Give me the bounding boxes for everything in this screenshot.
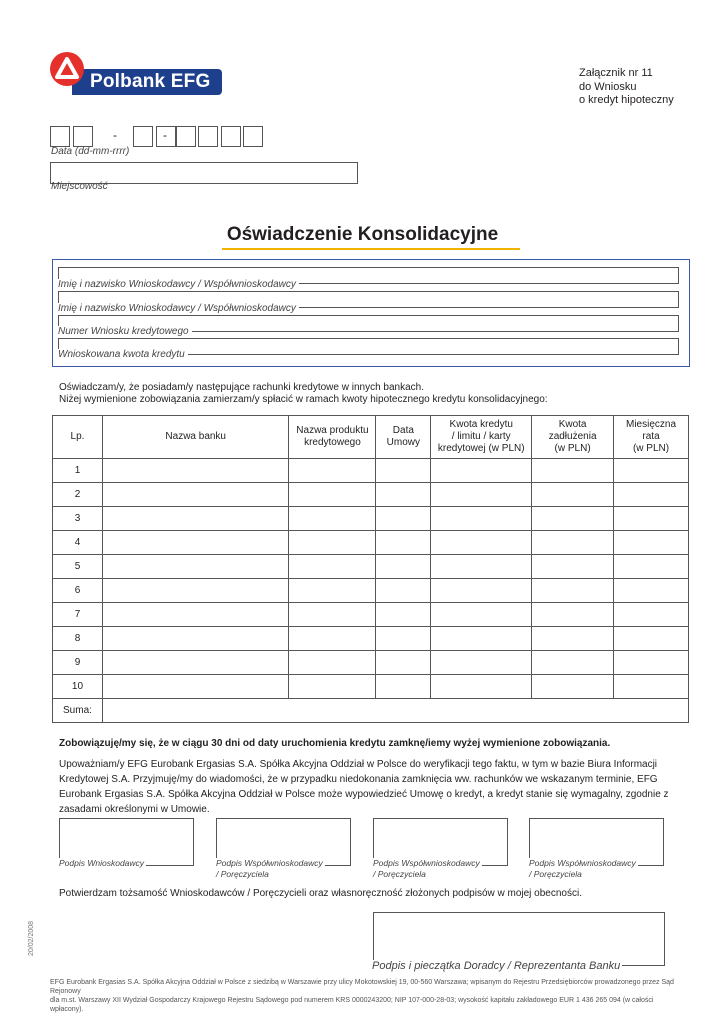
table-row [53,675,689,699]
date-year-digit-1[interactable] [176,126,196,147]
row-number: 9 [53,651,103,675]
table-row [53,531,689,555]
credit-amount-cell[interactable] [431,603,532,627]
table-row [53,555,689,579]
bank-name-cell[interactable] [102,531,289,555]
signature-label-applicant: Podpis Wnioskodawcy [59,858,145,868]
authorization-paragraph: Upoważniam/y EFG Eurobank Ergasias S.A. Spółka Akcyjna Oddział w Polsce do weryfikacji tego faktu, w tym w bazie Biura Informacji Kredytowej S.A. Przyjmuję/my do wiadomości, że w przypadku niedokonania zamknięcia ww. rachunków we wskazanym terminie, EFG Eurobank Ergasias S.A. Spółka Akcyjna Oddział w Polsce może wypowiedzieć Umowę o kredyt, a kredyt stanie się wymagalny, zgodnie z zasadami określonymi w Umowie. [59,759,669,815]
table-row [53,507,689,531]
row-number: 5 [53,555,103,579]
row-number: 8 [53,627,103,651]
debt-cell[interactable] [532,555,614,579]
advisor-signature-label: Podpis i pieczątka Doradcy / Reprezentanta Banku [372,960,621,972]
bank-name-cell[interactable] [102,579,289,603]
row-number: 1 [53,459,103,483]
product-cell[interactable] [289,675,376,699]
row-number: 7 [53,603,103,627]
installment-cell[interactable] [614,555,689,579]
debt-cell[interactable] [532,531,614,555]
bank-name-cell[interactable] [102,459,289,483]
bank-name-cell[interactable] [102,675,289,699]
table-row [53,483,689,507]
header-credit-amount: Kwota kredytu / limitu / karty kredytowej (w PLN) [431,416,532,459]
date-cell[interactable] [376,531,431,555]
credit-amount-cell[interactable] [431,459,532,483]
table-row [53,579,689,603]
header-debt-amount: Kwota zadłużenia (w PLN) [532,416,614,459]
date-month-digit-1[interactable] [133,126,153,147]
sum-row [53,699,689,723]
credit-amount-cell[interactable] [431,483,532,507]
signature-label-coapplicant-2: Podpis Współwnioskodawcy / Poręczyciela [373,858,480,879]
date-cell[interactable] [376,603,431,627]
date-separator: - [113,128,117,142]
logo-text: Polbank EFG [90,71,211,92]
page-title: Oświadczenie Konsolidacyjne [226,224,499,245]
commitment-statement: Zobowiązuję/my się, że w ciągu 30 dni od daty uruchomienia kredytu zamknę/iemy wyżej wymienione zobowiązania. [59,738,611,749]
date-year-digit-3[interactable] [221,126,241,147]
product-cell[interactable] [289,507,376,531]
signature-label-coapplicant-1: Podpis Współwnioskodawcy / Poręczyciela [216,858,323,879]
date-cell[interactable] [376,675,431,699]
credit-amount-cell[interactable] [431,531,532,555]
row-number: 10 [53,675,103,699]
product-cell[interactable] [289,531,376,555]
installment-cell[interactable] [614,651,689,675]
advisor-signature-box[interactable] [373,912,665,966]
debt-cell[interactable] [532,627,614,651]
credit-amount-cell[interactable] [431,555,532,579]
bank-name-cell[interactable] [102,651,289,675]
installment-cell[interactable] [614,459,689,483]
product-cell[interactable] [289,483,376,507]
credit-amount-cell[interactable] [431,627,532,651]
product-cell[interactable] [289,579,376,603]
table-row [53,651,689,675]
header-product-name: Nazwa produktu kredytowego [289,416,376,459]
debt-cell[interactable] [532,651,614,675]
row-number: 2 [53,483,103,507]
date-cell[interactable] [376,555,431,579]
applicant-name-label-1: Imię i nazwisko Wnioskodawcy / Współwnioskodawcy [58,279,299,290]
installment-cell[interactable] [614,627,689,651]
date-separator: - [163,128,167,142]
product-cell[interactable] [289,555,376,579]
date-year-digit-4[interactable] [243,126,263,147]
title-underline [222,248,520,250]
installment-cell[interactable] [614,675,689,699]
product-cell[interactable] [289,651,376,675]
bank-name-cell[interactable] [102,627,289,651]
identity-confirmation: Potwierdzam tożsamość Wnioskodawców / Poręczycieli oraz własnoręczność złożonych podpisów w mojej obecności. [59,888,582,899]
legal-footer: EFG Eurobank Ergasias S.A. Spółka Akcyjna Oddział w Polsce z siedzibą w Warszawie przy ulicy Mokotowskiej 19, 00-560 Warszawa; wpisanym do Rejestru Przedsiębiorców prowadzonego przez Sąd Rejonowy dla m.st. Warszawy XII Wydział Gospodarczy Krajowego Rejestru Sądowego pod numerem KRS 0000243200; NIP 107-000-28-03; wysokość kapitału zakładowego EUR 1 436 265 094 (w całości wpłacony). [50,979,674,1013]
application-number-label: Numer Wniosku kredytowego [58,326,192,337]
date-day-digit-1[interactable] [50,126,70,147]
row-number: 3 [53,507,103,531]
credit-amount-cell[interactable] [431,651,532,675]
date-cell[interactable] [376,483,431,507]
bank-name-cell[interactable] [102,507,289,531]
product-cell[interactable] [289,459,376,483]
place-label: Miejscowość [51,181,108,192]
date-cell[interactable] [376,507,431,531]
date-cell[interactable] [376,459,431,483]
requested-amount-label: Wnioskowana kwota kredytu [58,349,188,360]
annex-note: Załącznik nr 11 do Wniosku o kredyt hipoteczny [579,67,674,106]
debt-cell[interactable] [532,603,614,627]
header-bank-name: Nazwa banku [102,416,289,459]
installment-cell[interactable] [614,507,689,531]
installment-cell[interactable] [614,531,689,555]
table-row [53,627,689,651]
installment-cell[interactable] [614,579,689,603]
intro-text: Oświadczam/y, że posiadam/y następujące rachunki kredytowe w innych bankach. Niżej wymienione zobowiązania zamierzam/y spłacić w ramach kwoty hipotecznego kredytu konsolidacyjnego: [59,382,548,405]
applicant-name-label-2: Imię i nazwisko Wnioskodawcy / Współwnioskodawcy [58,303,299,314]
row-number: 4 [53,531,103,555]
bank-name-cell[interactable] [102,555,289,579]
bank-name-cell[interactable] [102,603,289,627]
installment-cell[interactable] [614,603,689,627]
date-cell[interactable] [376,651,431,675]
date-year-digit-2[interactable] [198,126,218,147]
debt-cell[interactable] [532,507,614,531]
date-label: Data (dd-mm-rrrr) [51,146,130,157]
signature-label-coapplicant-3: Podpis Współwnioskodawcy / Poręczyciela [529,858,636,879]
product-cell[interactable] [289,627,376,651]
credit-amount-cell[interactable] [431,675,532,699]
date-day-digit-2[interactable] [73,126,93,147]
date-cell[interactable] [376,627,431,651]
form-version-date: 20/02/2008 [28,920,35,956]
date-cell[interactable] [376,579,431,603]
debt-cell[interactable] [532,459,614,483]
table-row [53,603,689,627]
header-lp: Lp. [53,416,103,459]
installment-cell[interactable] [614,483,689,507]
sum-label: Suma: [53,699,103,723]
header-contract-date: Data Umowy [376,416,431,459]
debt-cell[interactable] [532,675,614,699]
bank-name-cell[interactable] [102,483,289,507]
row-number: 6 [53,579,103,603]
table-header-row [53,416,689,459]
loans-table [52,415,689,723]
header-monthly-installment: Miesięczna rata (w PLN) [614,416,689,459]
logo-icon [50,52,84,86]
credit-amount-cell[interactable] [431,507,532,531]
product-cell[interactable] [289,603,376,627]
debt-cell[interactable] [532,579,614,603]
table-row [53,459,689,483]
credit-amount-cell[interactable] [431,579,532,603]
sum-cell[interactable] [102,699,688,723]
debt-cell[interactable] [532,483,614,507]
